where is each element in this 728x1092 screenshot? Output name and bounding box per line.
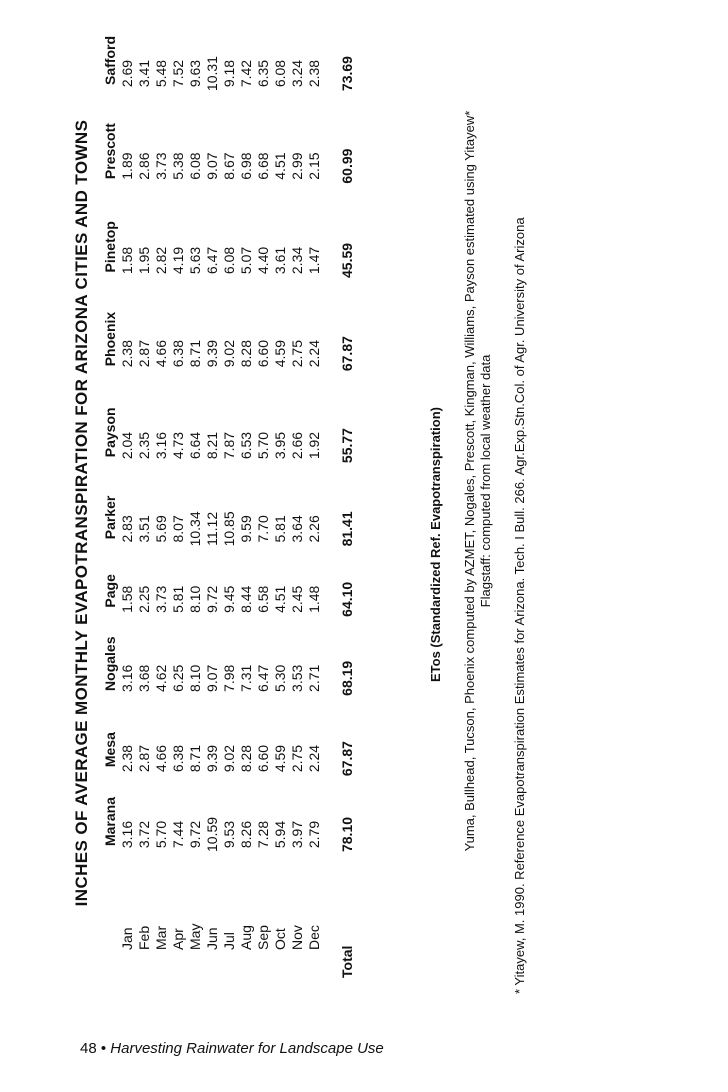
total-label: Total bbox=[339, 945, 355, 978]
column-header: Mesa bbox=[102, 732, 118, 768]
value-cell: 6.60 bbox=[255, 340, 271, 368]
month-row bbox=[119, 30, 136, 982]
month-row bbox=[255, 30, 272, 982]
value-cell: 4.51 bbox=[272, 152, 288, 180]
value-cell: 3.64 bbox=[289, 515, 305, 543]
total-value: 67.87 bbox=[339, 336, 355, 372]
value-cell: 8.71 bbox=[187, 340, 203, 368]
value-cell: 6.53 bbox=[238, 431, 254, 460]
value-cell: 6.08 bbox=[221, 246, 237, 275]
value-cell: 2.82 bbox=[153, 246, 169, 275]
value-cell: 2.24 bbox=[306, 744, 322, 773]
month-row bbox=[153, 30, 170, 982]
value-cell: 1.47 bbox=[306, 246, 322, 275]
page-footer bbox=[80, 1040, 384, 1057]
value-cell: 1.48 bbox=[306, 585, 322, 613]
month-label: Jan bbox=[119, 927, 135, 950]
month-row bbox=[187, 30, 204, 982]
value-cell: 2.87 bbox=[136, 744, 152, 773]
value-cell: 2.75 bbox=[289, 744, 305, 773]
spacer-row bbox=[323, 30, 339, 982]
value-cell: 6.64 bbox=[187, 431, 203, 460]
value-cell: 7.31 bbox=[238, 664, 254, 692]
month-label: Dec bbox=[306, 925, 322, 950]
page-number: 48 bbox=[80, 1040, 97, 1057]
column-header: Page bbox=[102, 574, 118, 608]
value-cell: 3.68 bbox=[136, 664, 152, 692]
value-cell: 8.26 bbox=[238, 820, 254, 849]
value-cell: 9.59 bbox=[238, 515, 254, 543]
value-cell: 6.38 bbox=[170, 340, 186, 368]
value-cell: 9.53 bbox=[221, 820, 237, 849]
value-cell: 2.15 bbox=[306, 152, 322, 180]
value-cell: 3.16 bbox=[119, 820, 135, 849]
value-cell: 9.07 bbox=[204, 664, 220, 692]
value-cell: 3.72 bbox=[136, 820, 152, 849]
value-cell: 9.07 bbox=[204, 152, 220, 180]
value-cell: 2.45 bbox=[289, 585, 305, 613]
value-cell: 10.59 bbox=[204, 816, 220, 853]
value-cell: 3.53 bbox=[289, 664, 305, 692]
value-cell: 7.44 bbox=[170, 820, 186, 849]
month-label: May bbox=[187, 923, 203, 950]
value-cell: 11.12 bbox=[204, 511, 220, 546]
month-label: Feb bbox=[136, 925, 152, 950]
value-cell: 5.48 bbox=[153, 59, 169, 88]
value-cell: 9.02 bbox=[221, 744, 237, 773]
value-cell: 4.40 bbox=[255, 246, 271, 275]
etos-label: ETos (Standardized Ref. Evapotranspiration) bbox=[428, 407, 443, 682]
value-cell: 7.42 bbox=[238, 59, 254, 88]
value-cell: 6.58 bbox=[255, 585, 271, 613]
value-cell: 6.08 bbox=[187, 152, 203, 180]
value-cell: 8.71 bbox=[187, 744, 203, 773]
value-cell: 2.86 bbox=[136, 152, 152, 180]
month-label: Jul bbox=[221, 932, 237, 950]
value-cell: 7.52 bbox=[170, 59, 186, 88]
month-label: Oct bbox=[272, 928, 288, 950]
header-row bbox=[102, 30, 119, 982]
value-cell: 8.21 bbox=[204, 431, 220, 460]
column-header: Parker bbox=[102, 495, 118, 540]
value-cell: 4.51 bbox=[272, 585, 288, 613]
value-cell: 9.18 bbox=[221, 59, 237, 88]
value-cell: 2.35 bbox=[136, 431, 152, 460]
value-cell: 9.39 bbox=[204, 744, 220, 773]
value-cell: 7.98 bbox=[221, 664, 237, 692]
month-label: Nov bbox=[289, 925, 305, 950]
month-row bbox=[272, 30, 289, 982]
value-cell: 6.60 bbox=[255, 744, 271, 773]
month-row bbox=[238, 30, 255, 982]
value-cell: 6.98 bbox=[238, 152, 254, 180]
value-cell: 2.24 bbox=[306, 340, 322, 368]
value-cell: 1.58 bbox=[119, 246, 135, 275]
value-cell: 5.70 bbox=[153, 820, 169, 849]
value-cell: 1.58 bbox=[119, 585, 135, 613]
value-cell: 2.83 bbox=[119, 515, 135, 543]
evapotranspiration-table bbox=[102, 30, 356, 982]
value-cell: 9.63 bbox=[187, 59, 203, 88]
value-cell: 2.79 bbox=[306, 820, 322, 849]
value-cell: 6.35 bbox=[255, 59, 271, 88]
value-cell: 4.66 bbox=[153, 340, 169, 368]
column-header: Safford bbox=[102, 36, 118, 85]
value-cell: 2.34 bbox=[289, 246, 305, 275]
value-cell: 8.10 bbox=[187, 664, 203, 692]
source-line-2: Flagstaff: computed from local weather data bbox=[478, 354, 493, 608]
book-title: Harvesting Rainwater for Landscape Use bbox=[110, 1040, 384, 1057]
column-header: Nogales bbox=[102, 636, 118, 691]
value-cell: 8.28 bbox=[238, 744, 254, 773]
total-value: 73.69 bbox=[339, 56, 355, 92]
value-cell: 3.16 bbox=[153, 431, 169, 460]
value-cell: 4.19 bbox=[170, 246, 186, 275]
total-value: 45.59 bbox=[339, 242, 355, 278]
value-cell: 2.87 bbox=[136, 340, 152, 368]
value-cell: 4.59 bbox=[272, 340, 288, 368]
month-label: Aug bbox=[238, 925, 254, 950]
corner-cell bbox=[102, 878, 119, 982]
value-cell: 7.87 bbox=[221, 431, 237, 460]
source-note bbox=[462, 76, 494, 886]
value-cell: 7.28 bbox=[255, 820, 271, 849]
value-cell: 5.07 bbox=[238, 246, 254, 275]
value-cell: 2.38 bbox=[306, 59, 322, 88]
value-cell: 4.62 bbox=[153, 664, 169, 692]
value-cell: 10.85 bbox=[221, 511, 237, 547]
value-cell: 5.70 bbox=[255, 431, 271, 460]
total-value: 81.41 bbox=[339, 511, 355, 547]
total-value: 55.77 bbox=[339, 428, 355, 464]
value-cell: 5.94 bbox=[272, 820, 288, 849]
value-cell: 10.34 bbox=[187, 511, 203, 547]
value-cell: 8.10 bbox=[187, 585, 203, 613]
total-row bbox=[339, 30, 356, 982]
column-header: Payson bbox=[102, 407, 118, 458]
month-label: Sep bbox=[255, 925, 271, 950]
value-cell: 9.45 bbox=[221, 585, 237, 613]
month-row bbox=[170, 30, 187, 982]
value-cell: 3.61 bbox=[272, 246, 288, 275]
value-cell: 3.41 bbox=[136, 59, 152, 88]
value-cell: 9.72 bbox=[204, 585, 220, 613]
value-cell: 1.89 bbox=[119, 152, 135, 180]
value-cell: 9.39 bbox=[204, 340, 220, 368]
spacer-cell bbox=[323, 30, 339, 982]
total-value: 68.19 bbox=[339, 660, 355, 696]
value-cell: 4.73 bbox=[170, 431, 186, 460]
value-cell: 5.81 bbox=[272, 515, 288, 543]
table-body bbox=[119, 30, 356, 982]
month-row bbox=[204, 30, 221, 982]
total-value: 67.87 bbox=[339, 741, 355, 777]
value-cell: 4.66 bbox=[153, 744, 169, 773]
value-cell: 3.73 bbox=[153, 585, 169, 613]
month-label: Mar bbox=[153, 925, 169, 950]
month-row bbox=[306, 30, 323, 982]
value-cell: 8.07 bbox=[170, 515, 186, 543]
value-cell: 8.67 bbox=[221, 152, 237, 180]
value-cell: 4.59 bbox=[272, 744, 288, 773]
column-header: Marana bbox=[102, 796, 118, 847]
value-cell: 10.31 bbox=[204, 56, 220, 92]
value-cell: 2.04 bbox=[119, 431, 135, 460]
value-cell: 2.66 bbox=[289, 431, 305, 460]
column-header: Phoenix bbox=[102, 311, 118, 367]
month-row bbox=[221, 30, 238, 982]
value-cell: 2.25 bbox=[136, 585, 152, 613]
month-label: Apr bbox=[170, 928, 186, 950]
value-cell: 2.26 bbox=[306, 515, 322, 543]
value-cell: 5.81 bbox=[170, 585, 186, 613]
rotated-content bbox=[0, 30, 728, 1062]
value-cell: 8.28 bbox=[238, 340, 254, 368]
value-cell: 6.47 bbox=[255, 664, 271, 692]
month-label: Jun bbox=[204, 927, 220, 950]
total-value: 60.99 bbox=[339, 148, 355, 184]
value-cell: 9.72 bbox=[187, 820, 203, 849]
value-cell: 3.97 bbox=[289, 820, 305, 849]
source-line-1: Yuma, Bullhead, Tucson, Phoenix computed by AZMET, Nogales, Prescott, Kingman, Williams, Payson estimated using Yitayew* bbox=[462, 110, 477, 852]
value-cell: 9.02 bbox=[221, 340, 237, 368]
value-cell: 6.25 bbox=[170, 664, 186, 692]
value-cell: 2.38 bbox=[119, 744, 135, 773]
value-cell: 7.70 bbox=[255, 515, 271, 543]
value-cell: 5.38 bbox=[170, 152, 186, 180]
column-header: Pinetop bbox=[102, 221, 118, 273]
value-cell: 6.08 bbox=[272, 59, 288, 88]
value-cell: 3.95 bbox=[272, 431, 288, 460]
month-row bbox=[289, 30, 306, 982]
value-cell: 2.38 bbox=[119, 340, 135, 368]
value-cell: 2.69 bbox=[119, 59, 135, 88]
value-cell: 5.69 bbox=[153, 515, 169, 543]
column-header: Prescott bbox=[102, 123, 118, 180]
value-cell: 3.51 bbox=[136, 515, 152, 543]
value-cell: 5.30 bbox=[272, 664, 288, 692]
total-value: 64.10 bbox=[339, 581, 355, 617]
value-cell: 3.73 bbox=[153, 152, 169, 180]
month-row bbox=[136, 30, 153, 982]
footer-bullet: • bbox=[100, 1040, 107, 1057]
value-cell: 8.44 bbox=[238, 585, 254, 613]
value-cell: 2.71 bbox=[306, 664, 322, 692]
total-value: 78.10 bbox=[339, 816, 355, 853]
value-cell: 6.38 bbox=[170, 744, 186, 773]
value-cell: 5.63 bbox=[187, 246, 203, 275]
value-cell: 2.99 bbox=[289, 152, 305, 180]
value-cell: 1.95 bbox=[136, 246, 152, 275]
value-cell: 6.68 bbox=[255, 152, 271, 180]
value-cell: 6.47 bbox=[204, 246, 220, 275]
value-cell: 3.16 bbox=[119, 664, 135, 692]
footnote: * Yitayew, M. 1990. Reference Evapotranspiration Estimates for Arizona. Tech. I Bull. 266. Agr.Exp.Stn.Col. of Agr. University of Arizona bbox=[512, 217, 527, 994]
value-cell: 2.75 bbox=[289, 340, 305, 368]
value-cell: 3.24 bbox=[289, 59, 305, 88]
table-title: INCHES OF AVERAGE MONTHLY EVAPOTRANSPIRATION FOR ARIZONA CITIES AND TOWNS bbox=[72, 119, 91, 907]
value-cell: 1.92 bbox=[306, 431, 322, 460]
